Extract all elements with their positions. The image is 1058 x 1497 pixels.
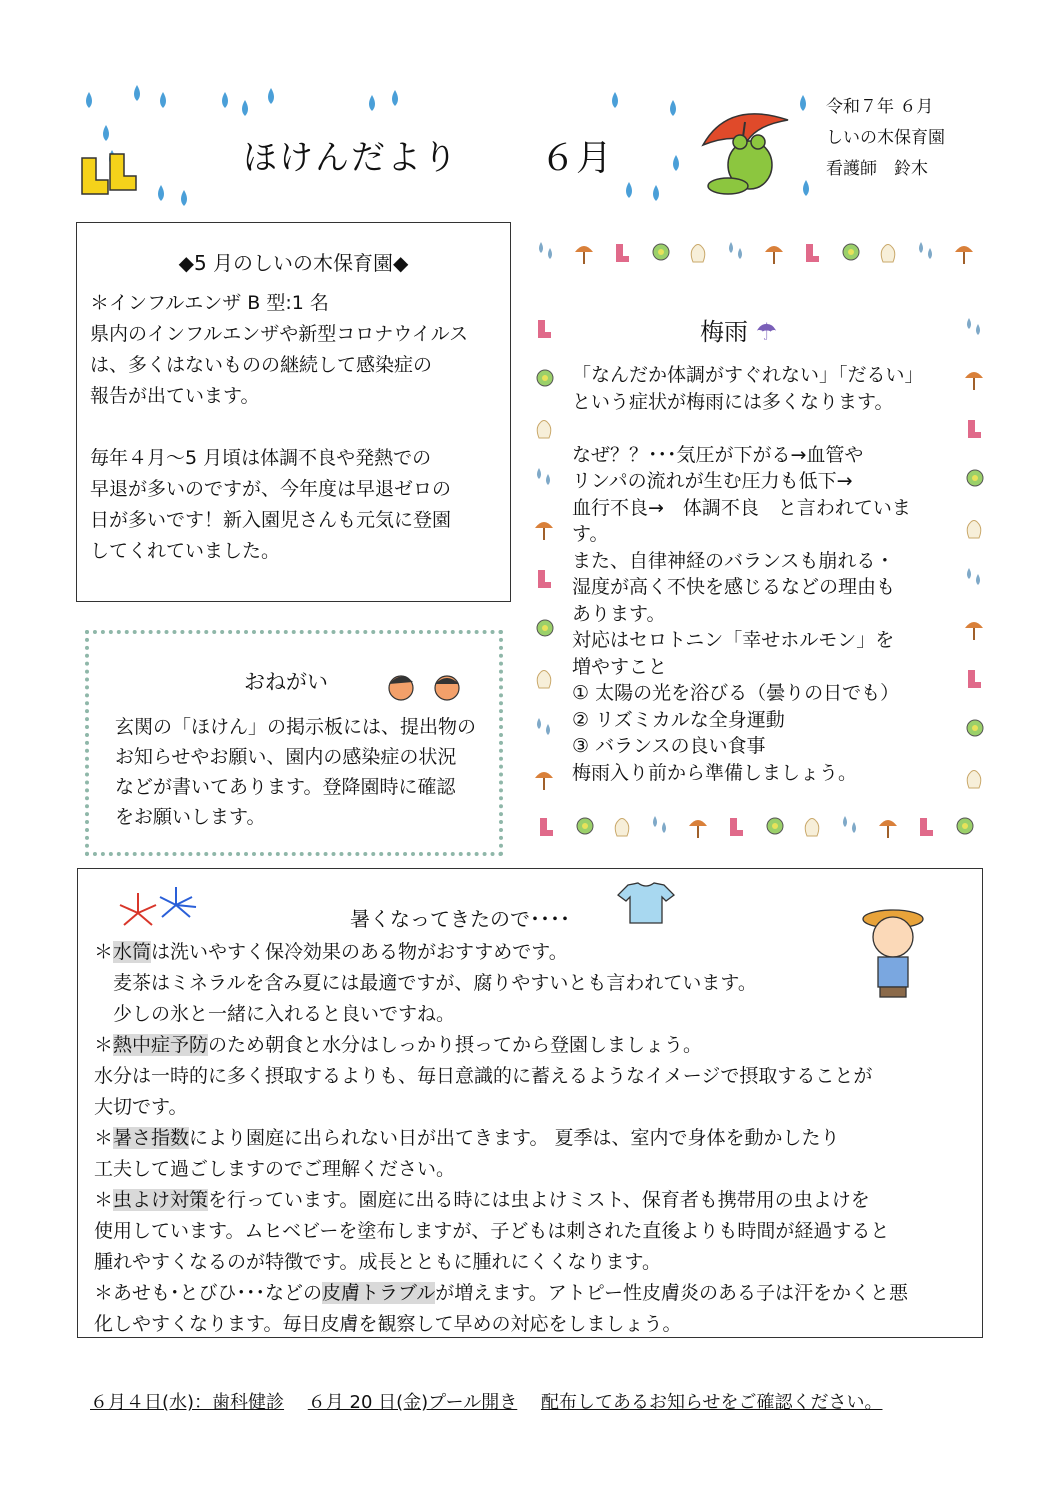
footer-notices [90,1388,900,1414]
frame-drop-icon [967,568,980,585]
line-text: 化しやすくなります。毎日皮膚を観察して早めの対応をしましょう。 [94,1313,682,1335]
hot-weather-heading: 暑くなってきたので････ [350,907,570,931]
frame-mush-icon [955,246,973,264]
bullet-mark: ＊ [94,941,114,963]
frame-mush-icon [879,820,897,838]
newsletter-title: ほけんだより [243,138,459,178]
frame-ghost-icon [691,245,705,263]
children-faces-icon [385,670,475,704]
rainy-season-body: 「なんだか体調がすぐれない」「だるい」 という症状が梅雨には多くなります。 なぜ？？･･･気圧が下がる→血管や リンパの流れが生む圧力も低下→ 血行不良→ 体調不良 と言われていま す。 また、自律神経のバランスも崩れる・ 湿度が高く不快を感じるなどの理由も あります。 対応はセロトニン「幸せホルモン」を 増やすこと ① 太陽の光を浴びる（曇りの日でも） ② リズミカルな全身運動 ③ バランスの良い食事 梅雨入り前から準備しましょう。 [572,364,924,784]
raindrop-icon [239,100,251,117]
frame-snail-icon [957,818,973,834]
frame-ghost-icon [615,819,629,837]
frame-boot-icon [538,570,551,588]
raindrop-icon [157,92,169,109]
author-name: 看護師 鈴木 [826,159,928,179]
frame-snail-icon [537,620,553,636]
frame-mush-icon [575,246,593,264]
frame-boot-icon [806,244,819,262]
frame-drop-icon [537,718,550,735]
frame-snail-icon [967,720,983,736]
frame-snail-icon [577,818,593,834]
umbrella-icon: ☂ [755,318,778,346]
hot-weather-line [94,1278,908,1309]
frame-drop-icon [967,318,980,335]
line-text: 腫れやすくなるのが特徴です。成長とともに腫れにくくなります。 [94,1251,661,1273]
raindrop-icon [100,125,112,142]
hot-weather-line [94,1092,187,1123]
fireworks-icon [108,881,208,931]
frame-snail-icon [653,244,669,260]
bullet-mark: ＊ [94,1189,114,1211]
raindrop-icon [623,182,635,199]
footer-event-dental: ６月４日(水)：歯科健診 [90,1392,285,1413]
frame-drop-icon [653,816,666,833]
frame-boot-icon [968,420,981,438]
nursery-name: しいの木保育園 [826,128,945,148]
frame-ghost-icon [967,771,981,789]
frame-boot-icon [616,244,629,262]
request-box [85,630,503,856]
line-text: は洗いやすく保冷効果のある物がおすすめです。 [151,941,568,963]
line-text: により園庭に出られない日が出てきます。 夏季は、室内で身体を動かしたり [189,1127,840,1149]
bullet-mark: ＊ [94,1127,114,1149]
hot-weather-line [94,968,757,999]
hot-weather-line [94,1247,661,1278]
may-report-body: ＊インフルエンザ B 型:1 名 県内のインフルエンザや新型コロナウイルス は、多くはないものの継続して感染症の 報告が出ています。 毎年４月～5 月頃は体調不良や発熱での 早退が多いのですが、今年度は早退ゼロの 日が多いです！新入園児さんも元気に登園 してくれていました。 [90,292,469,562]
issue-date: 令和７年 ６月 [826,97,934,117]
highlighted-keyword: 虫よけ対策 [113,1189,209,1211]
rainy-season-heading [700,312,777,347]
hot-weather-box [77,868,983,1338]
raindrop-icon [131,85,143,102]
hot-weather-line [94,937,568,968]
line-text: のため朝食と水分はしっかり摂ってから登園しましょう。 [208,1034,703,1056]
hot-weather-line [94,1154,455,1185]
frame-boot-icon [538,320,551,338]
hot-weather-line [94,1309,681,1340]
rainy-season-heading-text: 梅雨 [700,318,748,346]
may-report-heading: ◆5 月のしいの木保育園◆ [178,251,409,275]
request-heading: おねがい [244,670,328,694]
frame-drop-icon [729,242,742,259]
highlighted-keyword: 暑さ指数 [113,1127,190,1149]
hot-weather-line [94,1123,840,1154]
frog-umbrella-icon [688,100,808,200]
raindrop-icon [155,185,167,202]
line-text: 麦茶はミネラルを含み夏には最適ですが、腐りやすいとも言われています。 [94,972,757,994]
footer-note: 配布してあるお知らせをご確認ください。 [541,1392,883,1413]
frame-boot-icon [920,818,933,836]
frame-drop-icon [919,242,932,259]
hot-weather-line [94,1030,702,1061]
frame-snail-icon [843,244,859,260]
highlighted-keyword: 水筒 [113,941,152,963]
frame-mush-icon [689,820,707,838]
raindrop-icon [670,155,682,172]
request-body: 玄関の「ほけん」の掲示板には、提出物の お知らせやお願い、園内の感染症の状況 などが書いてあります。登降園時に確認 をお願いします。 [115,716,477,828]
frame-mush-icon [765,246,783,264]
footer-event-pool: ６月 20 日(金)プール開き [307,1392,518,1413]
frame-drop-icon [537,468,550,485]
frame-drop-icon [539,242,552,259]
raindrop-icon [265,88,277,105]
line-text: 工夫して過ごしますのでご理解ください。 [94,1158,456,1180]
raindrop-icon [609,92,621,109]
bullet-mark: ＊ [94,1034,114,1056]
raindrop-icon [178,190,190,207]
raindrop-icon [650,185,662,202]
raindrop-icon [219,92,231,109]
raindrop-icon [366,95,378,112]
frame-ghost-icon [881,245,895,263]
frame-mush-icon [965,622,983,640]
frame-ghost-icon [805,819,819,837]
frame-mush-icon [965,372,983,390]
line-text: を行っています。園庭に出る時には虫よけミスト、保育者も携帯用の虫よけを [208,1189,870,1211]
highlighted-keyword: 熱中症予防 [113,1034,209,1056]
frame-ghost-icon [537,671,551,689]
line-text: が増えます。アトピー性皮膚炎のある子は汗をかくと悪 [435,1282,909,1304]
frame-mush-icon [535,522,553,540]
highlighted-keyword: 皮膚トラブル [322,1282,436,1304]
frame-snail-icon [537,370,553,386]
frame-snail-icon [767,818,783,834]
frame-boot-icon [730,818,743,836]
line-text: あせも･とびひ･･･などの [113,1282,323,1304]
bullet-mark: ＊ [94,1282,114,1304]
line-text: 使用しています。ムヒベビーを塗布しますが、子どもは刺された直後よりも時間が経過すると [94,1220,890,1242]
child-with-hat-icon [858,899,928,1009]
raindrop-icon [389,90,401,107]
raindrop-icon [83,92,95,109]
may-report-box [76,222,511,602]
frame-ghost-icon [537,421,551,439]
rain-boots-icon [76,150,156,200]
frame-mush-icon [535,772,553,790]
frame-drop-icon [843,816,856,833]
frame-boot-icon [540,818,553,836]
header-meta [826,92,945,185]
hot-weather-line [94,1061,872,1092]
hot-weather-line [94,999,455,1030]
raindrop-icon [667,100,679,117]
frame-snail-icon [967,470,983,486]
hot-weather-line [94,1185,870,1216]
t-shirt-icon [616,881,676,927]
line-text: 水分は一時的に多く摂取するよりも、毎日意識的に蓄えるようなイメージで摂取することが [94,1065,873,1087]
frame-ghost-icon [967,521,981,539]
frame-boot-icon [968,670,981,688]
line-text: 少しの氷と一緒に入れると良いですね。 [94,1003,456,1025]
line-text: 大切です。 [94,1096,188,1118]
newsletter-month: ６月 [540,138,613,179]
hot-weather-line [94,1216,889,1247]
